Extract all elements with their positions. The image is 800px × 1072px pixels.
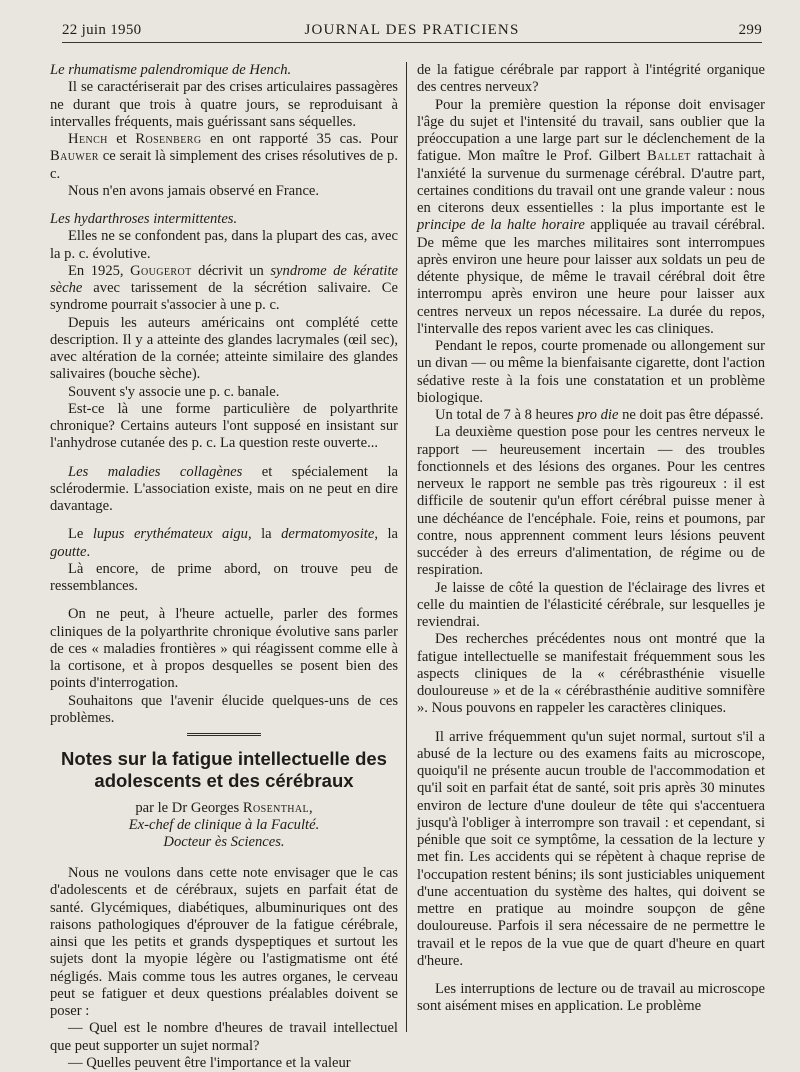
- article-title: Notes sur la fatigue intellectuelle des adolescents et des cérébraux: [61, 748, 387, 791]
- section-heading-palindromic: Le rhumatisme palendromique de Hench.: [50, 62, 292, 78]
- paragraph: Je laisse de côté la question de l'éclairage des livres et celle du maintien de l'élasticité cérébrale, sur lesquelles je reviendrai.: [417, 579, 765, 630]
- paragraph: Nous ne voulons dans cette note envisager que le cas d'adolescents et de cérébraux, sujets en parfait état de santé. Glycémiques, diabétiques, albuminuriques ont des raisons pathologiques d'éprouver de la fatigue cérébrale, ainsi que les petits et grands dyspeptiques et surtout les sujets dont la myopie légère ou l'astigmatisme ont été négligés. Mais comme tous les autres organes, le cerveau peut se fatiguer et deux questions préalables doivent se poser :: [50, 865, 398, 1019]
- paragraph: En 1925, Gougerot décrivit un syndrome de kératite sèche avec tarissement de la sécrétion salivaire. Ce syndrome pourrait s'associer à une p. c.: [50, 262, 398, 314]
- paragraph: Hench et Rosenberg en ont rapporté 35 cas. Pour Bauwer ce serait là simplement des crises résolutives de p. c.: [50, 131, 398, 182]
- running-header: [62, 18, 762, 43]
- journal-title: JOURNAL DES PRATICIENS: [304, 22, 520, 38]
- paragraph: de la fatigue cérébrale par rapport à l'intégrité organique des centres nerveux?: [417, 62, 765, 96]
- paragraph: Les interruptions de lecture ou de travail au microscope sont aisément mises en application. Le problème: [417, 981, 765, 1015]
- paragraph: Les maladies collagènes et spécialement la sclérodermie. L'association existe, mais on ne peut en dire davantage.: [50, 463, 398, 514]
- section-divider: [187, 733, 261, 738]
- paragraph: Le lupus erythémateux aigu, la dermatomyosite, la goutte.: [50, 526, 398, 560]
- paragraph: Un total de 7 à 8 heures pro die ne doit pas être dépassé.: [435, 407, 764, 423]
- paragraph: Des recherches précédentes nous ont montré que la fatigue intellectuelle se manifestait fréquemment sous les aspects cliniques de la « cérébrasthénie visuelle douloureuse » et de la « cérébrasthénie auditive somnifère ». Nous pouvons en rappeler les caractères cliniques.: [417, 631, 765, 717]
- author-title: Ex-chef de clinique à la Faculté.: [128, 817, 320, 833]
- column-rule: [406, 62, 407, 1032]
- left-column: [50, 62, 398, 1072]
- right-column: [417, 62, 765, 1016]
- paragraph: — Quel est le nombre d'heures de travail intellectuel que peut supporter un sujet normal?: [50, 1020, 398, 1054]
- paragraph: La deuxième question pose pour les centres nerveux le rapport — heureusement incertain — des troubles fonctionnels et des lésions des organes. Pour les centres nerveux le rapport ne semble pas très rigoureux : il est difficile de soutenir qu'un effort cérébral puisse mener à une déchéance de l'encéphale. Foie, reins et poumons, par contre, nous apprennent comment leurs lésions peuvent succéder à des erreurs d'alimentation, de régime ou de respiration.: [417, 424, 765, 579]
- issue-date: 22 juin 1950: [62, 22, 142, 38]
- section-heading-hydarthroses: Les hydarthroses intermittentes.: [50, 211, 238, 227]
- paragraph: Est-ce là une forme particulière de polyarthrite chronique? Certains auteurs l'ont supposé en insistant sur l'anhydrose cutanée des p. c. La question reste ouverte...: [50, 400, 398, 452]
- paragraph: Il arrive fréquemment qu'un sujet normal, surtout s'il a abusé de la lecture ou des examens faits au microscope, quoiqu'il ne présente aucun trouble de l'accommodation et qu'il soit en parfait état de santé, soit pris après 30 minutes environ de lecture d'une douleur de tête qui s'accentuera jusqu'à l'obliger à interrompre son travail : et cependant, si pénible que soit ce symptôme, la cessation de la lecture y met fin. Les accidents qui se répètent à chaque reprise de l'occupation restent bénins; ils sont justiciables uniquement d'une accentuation du système des haltes, qui doivent se mettre en pratique au moindre soupçon de gêne douloureuse. Parfois il sera nécessaire de ne permettre le travail et le repos de la vue que de quart d'heure en quart d'heure.: [417, 728, 765, 969]
- author-degree: Docteur ès Sciences.: [163, 834, 285, 850]
- paragraph: Il se caractériserait par des crises articulaires passagères ne durant que trois à quatre jours, se reproduisant à intervalles fréquents, mais guérissant sans séquelles.: [50, 79, 398, 130]
- paragraph: — Quelles peuvent être l'importance et la valeur: [68, 1054, 351, 1071]
- paragraph: Pour la première question la réponse doit envisager l'âge du sujet et l'intensité du travail, sans oublier que la préoccupation a une large part sur le déclenchement de la fatigue. Mon maître le Prof. Gilbert Ballet rattachait à l'anxiété la survenue du surmenage cérébral. D'autre part, certaines conditions du travail ont une grande valeur : nous en citerons deux essentielles : la plus importante est le principe de la halte horaire appliquée au travail cérébral. De même que les marches militaires sont interrompues après environ une heure pour laisser aux soldats un peu de détente physique, de même le travail cérébral doit être interrompu après environ une heure pour laisser aux centres nerveux un repos nécessaire. La durée du repos, l'intervalle des repos varient avec les cas cliniques.: [417, 96, 766, 337]
- article-byline: [50, 800, 398, 851]
- paragraph: Là encore, de prime abord, on trouve peu de ressemblances.: [50, 560, 398, 594]
- author-line: par le Dr Georges Rosenthal,: [135, 800, 313, 816]
- paragraph: On ne peut, à l'heure actuelle, parler des formes cliniques de la polyarthrite chronique évolutive sans parler de ces « maladies frontières » qui réagissent comme elle à la cortisone, et à propos desquelles se posent bien des points d'interrogation.: [50, 606, 398, 692]
- paragraph: Elles ne se confondent pas, dans la plupart des cas, avec la p. c. évolutive.: [50, 228, 398, 262]
- page-number: 299: [738, 22, 762, 38]
- paragraph: Depuis les auteurs américains ont complété cette description. Il y a atteinte des glandes lacrymales (œil sec), avec altération de la cornée; atteinte similaire des glandes salivaires (bouche sèche).: [50, 314, 398, 383]
- paragraph: Pendant le repos, courte promenade ou allongement sur un divan — ou même la bienfaisante cigarette, dont l'action sédative reste à la fois une constatation et un problème biologique.: [417, 338, 765, 406]
- paragraph: Nous n'en avons jamais observé en France.: [68, 182, 320, 199]
- paragraph: Souhaitons que l'avenir élucide quelques-uns de ces problèmes.: [50, 692, 398, 726]
- paragraph: Souvent s'y associe une p. c. banale.: [68, 383, 280, 400]
